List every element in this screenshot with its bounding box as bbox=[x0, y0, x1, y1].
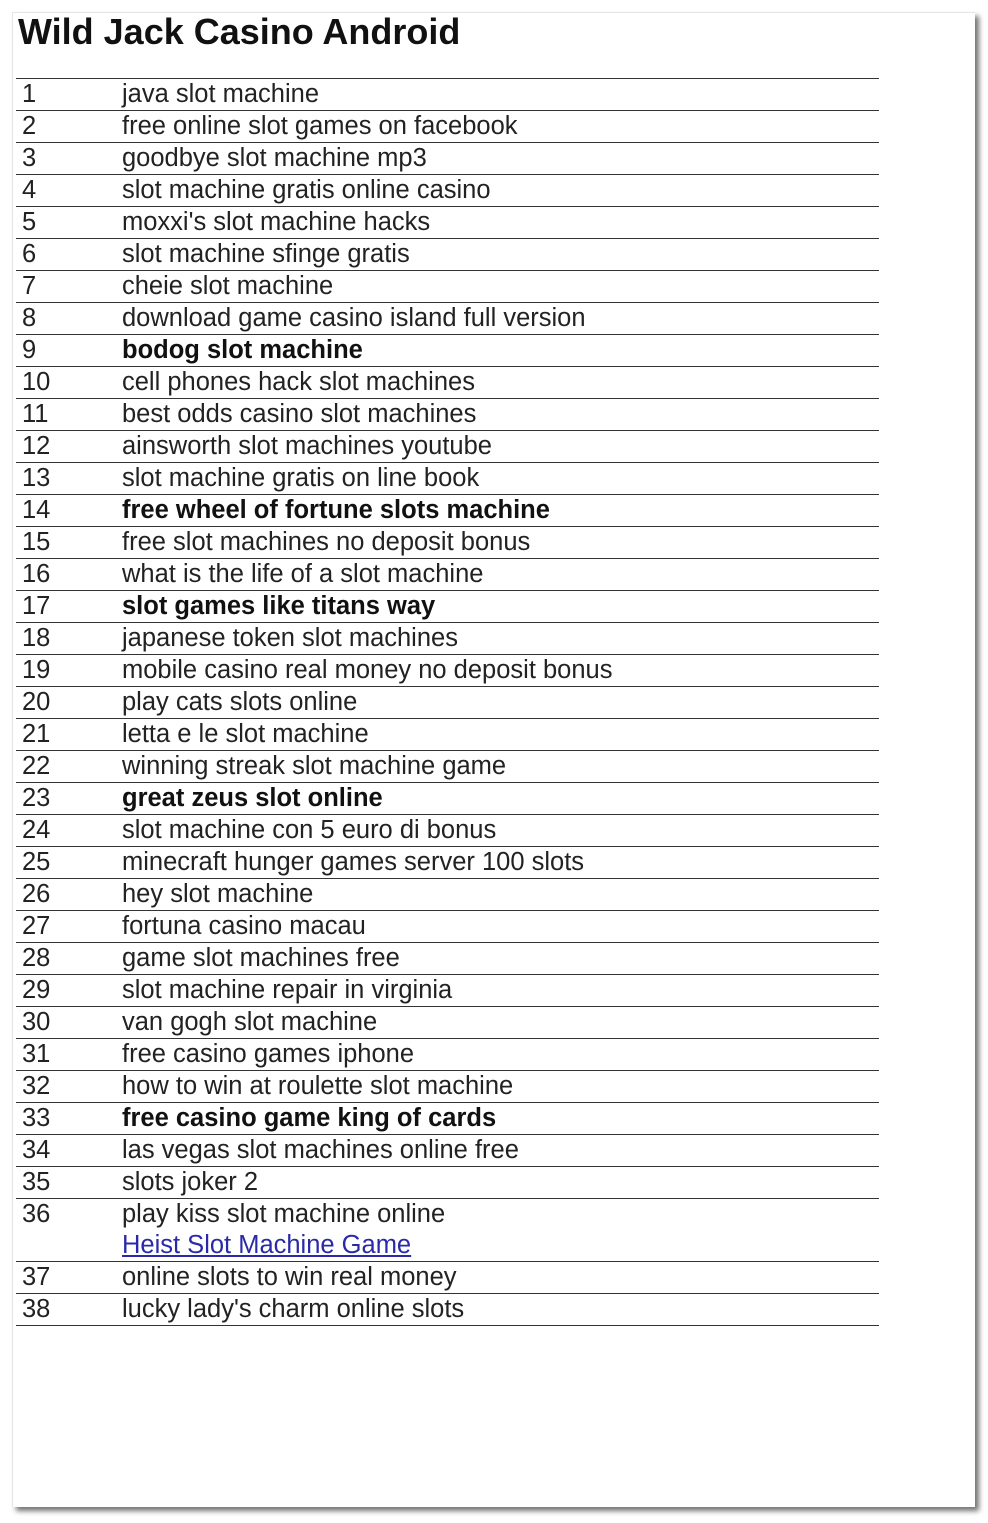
row-text-cell bbox=[122, 207, 879, 239]
table-row bbox=[16, 303, 879, 335]
row-text: slot games like titans way bbox=[122, 592, 436, 620]
row-number: 19 bbox=[16, 655, 122, 687]
table-row bbox=[16, 1135, 879, 1167]
row-text: fortuna casino macau bbox=[122, 912, 366, 940]
row-number: 4 bbox=[16, 175, 122, 207]
row-number: 6 bbox=[16, 239, 122, 271]
page-title: Wild Jack Casino Android bbox=[18, 11, 461, 52]
table-row bbox=[16, 1103, 879, 1135]
row-text-cell bbox=[122, 399, 879, 431]
row-text-cell bbox=[122, 111, 879, 143]
row-number: 1 bbox=[16, 79, 122, 111]
row-text-cell bbox=[122, 335, 879, 367]
row-number: 33 bbox=[16, 1103, 122, 1135]
row-text-cell bbox=[122, 591, 879, 623]
row-number: 16 bbox=[16, 559, 122, 591]
row-text-cell bbox=[122, 847, 879, 879]
row-text: how to win at roulette slot machine bbox=[122, 1072, 514, 1100]
row-text-cell bbox=[122, 143, 879, 175]
row-text: winning streak slot machine game bbox=[122, 752, 507, 780]
row-text: slot machine repair in virginia bbox=[122, 976, 453, 1004]
table-row bbox=[16, 1071, 879, 1103]
row-text-cell bbox=[122, 815, 879, 847]
row-text: slot machine gratis online casino bbox=[122, 176, 491, 204]
row-text: java slot machine bbox=[122, 80, 320, 108]
table-row bbox=[16, 943, 879, 975]
row-text: download game casino island full version bbox=[122, 304, 586, 332]
row-text: best odds casino slot machines bbox=[122, 400, 477, 428]
row-text-cell bbox=[122, 175, 879, 207]
row-text: play cats slots online bbox=[122, 688, 358, 716]
row-number: 25 bbox=[16, 847, 122, 879]
row-text-cell bbox=[122, 527, 879, 559]
row-number: 38 bbox=[16, 1294, 122, 1326]
row-text: free casino games iphone bbox=[122, 1040, 415, 1068]
row-text: free slot machines no deposit bonus bbox=[122, 528, 531, 556]
row-text-cell bbox=[122, 943, 879, 975]
row-number: 20 bbox=[16, 687, 122, 719]
row-number: 8 bbox=[16, 303, 122, 335]
table-row bbox=[16, 591, 879, 623]
row-text-cell bbox=[122, 879, 879, 911]
row-number: 7 bbox=[16, 271, 122, 303]
row-text: hey slot machine bbox=[122, 880, 314, 908]
table-row bbox=[16, 1007, 879, 1039]
row-number: 9 bbox=[16, 335, 122, 367]
table-row bbox=[16, 271, 879, 303]
table-row bbox=[16, 623, 879, 655]
row-text-cell bbox=[122, 975, 879, 1007]
table-row bbox=[16, 431, 879, 463]
row-number: 36 bbox=[16, 1199, 122, 1262]
row-text: moxxi's slot machine hacks bbox=[122, 208, 431, 236]
table-row bbox=[16, 975, 879, 1007]
table-row bbox=[16, 527, 879, 559]
row-text-cell bbox=[122, 559, 879, 591]
row-text: letta e le slot machine bbox=[122, 720, 369, 748]
row-text: great zeus slot online bbox=[122, 784, 383, 812]
row-text-cell bbox=[122, 1199, 879, 1262]
table-row bbox=[16, 239, 879, 271]
row-text: lucky lady's charm online slots bbox=[122, 1295, 465, 1323]
row-text: japanese token slot machines bbox=[122, 624, 458, 652]
row-text-cell bbox=[122, 719, 879, 751]
table-row bbox=[16, 1039, 879, 1071]
row-number: 26 bbox=[16, 879, 122, 911]
table-row bbox=[16, 175, 879, 207]
row-text-cell bbox=[122, 79, 879, 111]
row-text-cell bbox=[122, 751, 879, 783]
row-text: slots joker 2 bbox=[122, 1168, 259, 1196]
row-text-cell bbox=[122, 239, 879, 271]
table-row bbox=[16, 815, 879, 847]
row-text: online slots to win real money bbox=[122, 1263, 457, 1291]
row-text-cell bbox=[122, 911, 879, 943]
row-number: 10 bbox=[16, 367, 122, 399]
table-row bbox=[16, 495, 879, 527]
row-text-cell bbox=[122, 1007, 879, 1039]
row-text-cell bbox=[122, 1135, 879, 1167]
row-number: 29 bbox=[16, 975, 122, 1007]
table-row bbox=[16, 1199, 879, 1262]
table-row bbox=[16, 687, 879, 719]
table-row bbox=[16, 1262, 879, 1294]
row-number: 34 bbox=[16, 1135, 122, 1167]
row-number: 2 bbox=[16, 111, 122, 143]
table-row bbox=[16, 79, 879, 111]
row-text-cell bbox=[122, 623, 879, 655]
row-text: cell phones hack slot machines bbox=[122, 368, 475, 396]
row-text: ainsworth slot machines youtube bbox=[122, 432, 492, 460]
row-number: 14 bbox=[16, 495, 122, 527]
row-number: 21 bbox=[16, 719, 122, 751]
row-text: cheie slot machine bbox=[122, 272, 334, 300]
table-row bbox=[16, 463, 879, 495]
row-text-cell bbox=[122, 1294, 879, 1326]
row-number: 31 bbox=[16, 1039, 122, 1071]
table-row bbox=[16, 751, 879, 783]
row-text: las vegas slot machines online free bbox=[122, 1136, 519, 1164]
row-text: minecraft hunger games server 100 slots bbox=[122, 848, 585, 876]
row-text-cell bbox=[122, 1167, 879, 1199]
keyword-table bbox=[16, 78, 879, 1326]
row-number: 37 bbox=[16, 1262, 122, 1294]
row-text: goodbye slot machine mp3 bbox=[122, 144, 427, 172]
row-text: slot machine sfinge gratis bbox=[122, 240, 410, 268]
table-row bbox=[16, 879, 879, 911]
heist-slot-link[interactable]: Heist Slot Machine Game bbox=[122, 1231, 412, 1259]
row-text-cell bbox=[122, 367, 879, 399]
table-row bbox=[16, 559, 879, 591]
table-row bbox=[16, 1167, 879, 1199]
row-text: mobile casino real money no deposit bonus bbox=[122, 656, 613, 684]
row-text: free online slot games on facebook bbox=[122, 112, 518, 140]
row-text-cell bbox=[122, 271, 879, 303]
table-row bbox=[16, 143, 879, 175]
table-row bbox=[16, 335, 879, 367]
table-row bbox=[16, 719, 879, 751]
row-text: van gogh slot machine bbox=[122, 1008, 378, 1036]
row-number: 12 bbox=[16, 431, 122, 463]
row-text-cell bbox=[122, 1071, 879, 1103]
page bbox=[12, 12, 975, 1507]
row-number: 27 bbox=[16, 911, 122, 943]
row-text: play kiss slot machine online bbox=[122, 1200, 446, 1228]
row-text: what is the life of a slot machine bbox=[122, 560, 484, 588]
row-text-cell bbox=[122, 687, 879, 719]
row-number: 18 bbox=[16, 623, 122, 655]
row-number: 35 bbox=[16, 1167, 122, 1199]
table-row bbox=[16, 367, 879, 399]
row-text: bodog slot machine bbox=[122, 336, 363, 364]
row-text-cell bbox=[122, 463, 879, 495]
row-text-cell bbox=[122, 303, 879, 335]
table-row bbox=[16, 911, 879, 943]
row-text-cell bbox=[122, 431, 879, 463]
row-number: 22 bbox=[16, 751, 122, 783]
row-text-cell bbox=[122, 655, 879, 687]
row-number: 30 bbox=[16, 1007, 122, 1039]
row-text: free casino game king of cards bbox=[122, 1104, 497, 1132]
table-row bbox=[16, 207, 879, 239]
row-text-cell bbox=[122, 1039, 879, 1071]
table-row bbox=[16, 783, 879, 815]
row-number: 32 bbox=[16, 1071, 122, 1103]
row-number: 11 bbox=[16, 399, 122, 431]
row-number: 13 bbox=[16, 463, 122, 495]
row-text: game slot machines free bbox=[122, 944, 400, 972]
table-row bbox=[16, 111, 879, 143]
row-number: 24 bbox=[16, 815, 122, 847]
row-number: 3 bbox=[16, 143, 122, 175]
row-text-cell bbox=[122, 1262, 879, 1294]
row-number: 15 bbox=[16, 527, 122, 559]
row-text: slot machine con 5 euro di bonus bbox=[122, 816, 497, 844]
row-number: 17 bbox=[16, 591, 122, 623]
table-row bbox=[16, 655, 879, 687]
table-row bbox=[16, 1294, 879, 1326]
row-number: 5 bbox=[16, 207, 122, 239]
row-text-cell bbox=[122, 783, 879, 815]
table-row bbox=[16, 847, 879, 879]
row-text-cell bbox=[122, 495, 879, 527]
row-text-cell bbox=[122, 1103, 879, 1135]
row-number: 28 bbox=[16, 943, 122, 975]
row-number: 23 bbox=[16, 783, 122, 815]
table-row bbox=[16, 399, 879, 431]
row-text: free wheel of fortune slots machine bbox=[122, 496, 550, 524]
row-text: slot machine gratis on line book bbox=[122, 464, 480, 492]
